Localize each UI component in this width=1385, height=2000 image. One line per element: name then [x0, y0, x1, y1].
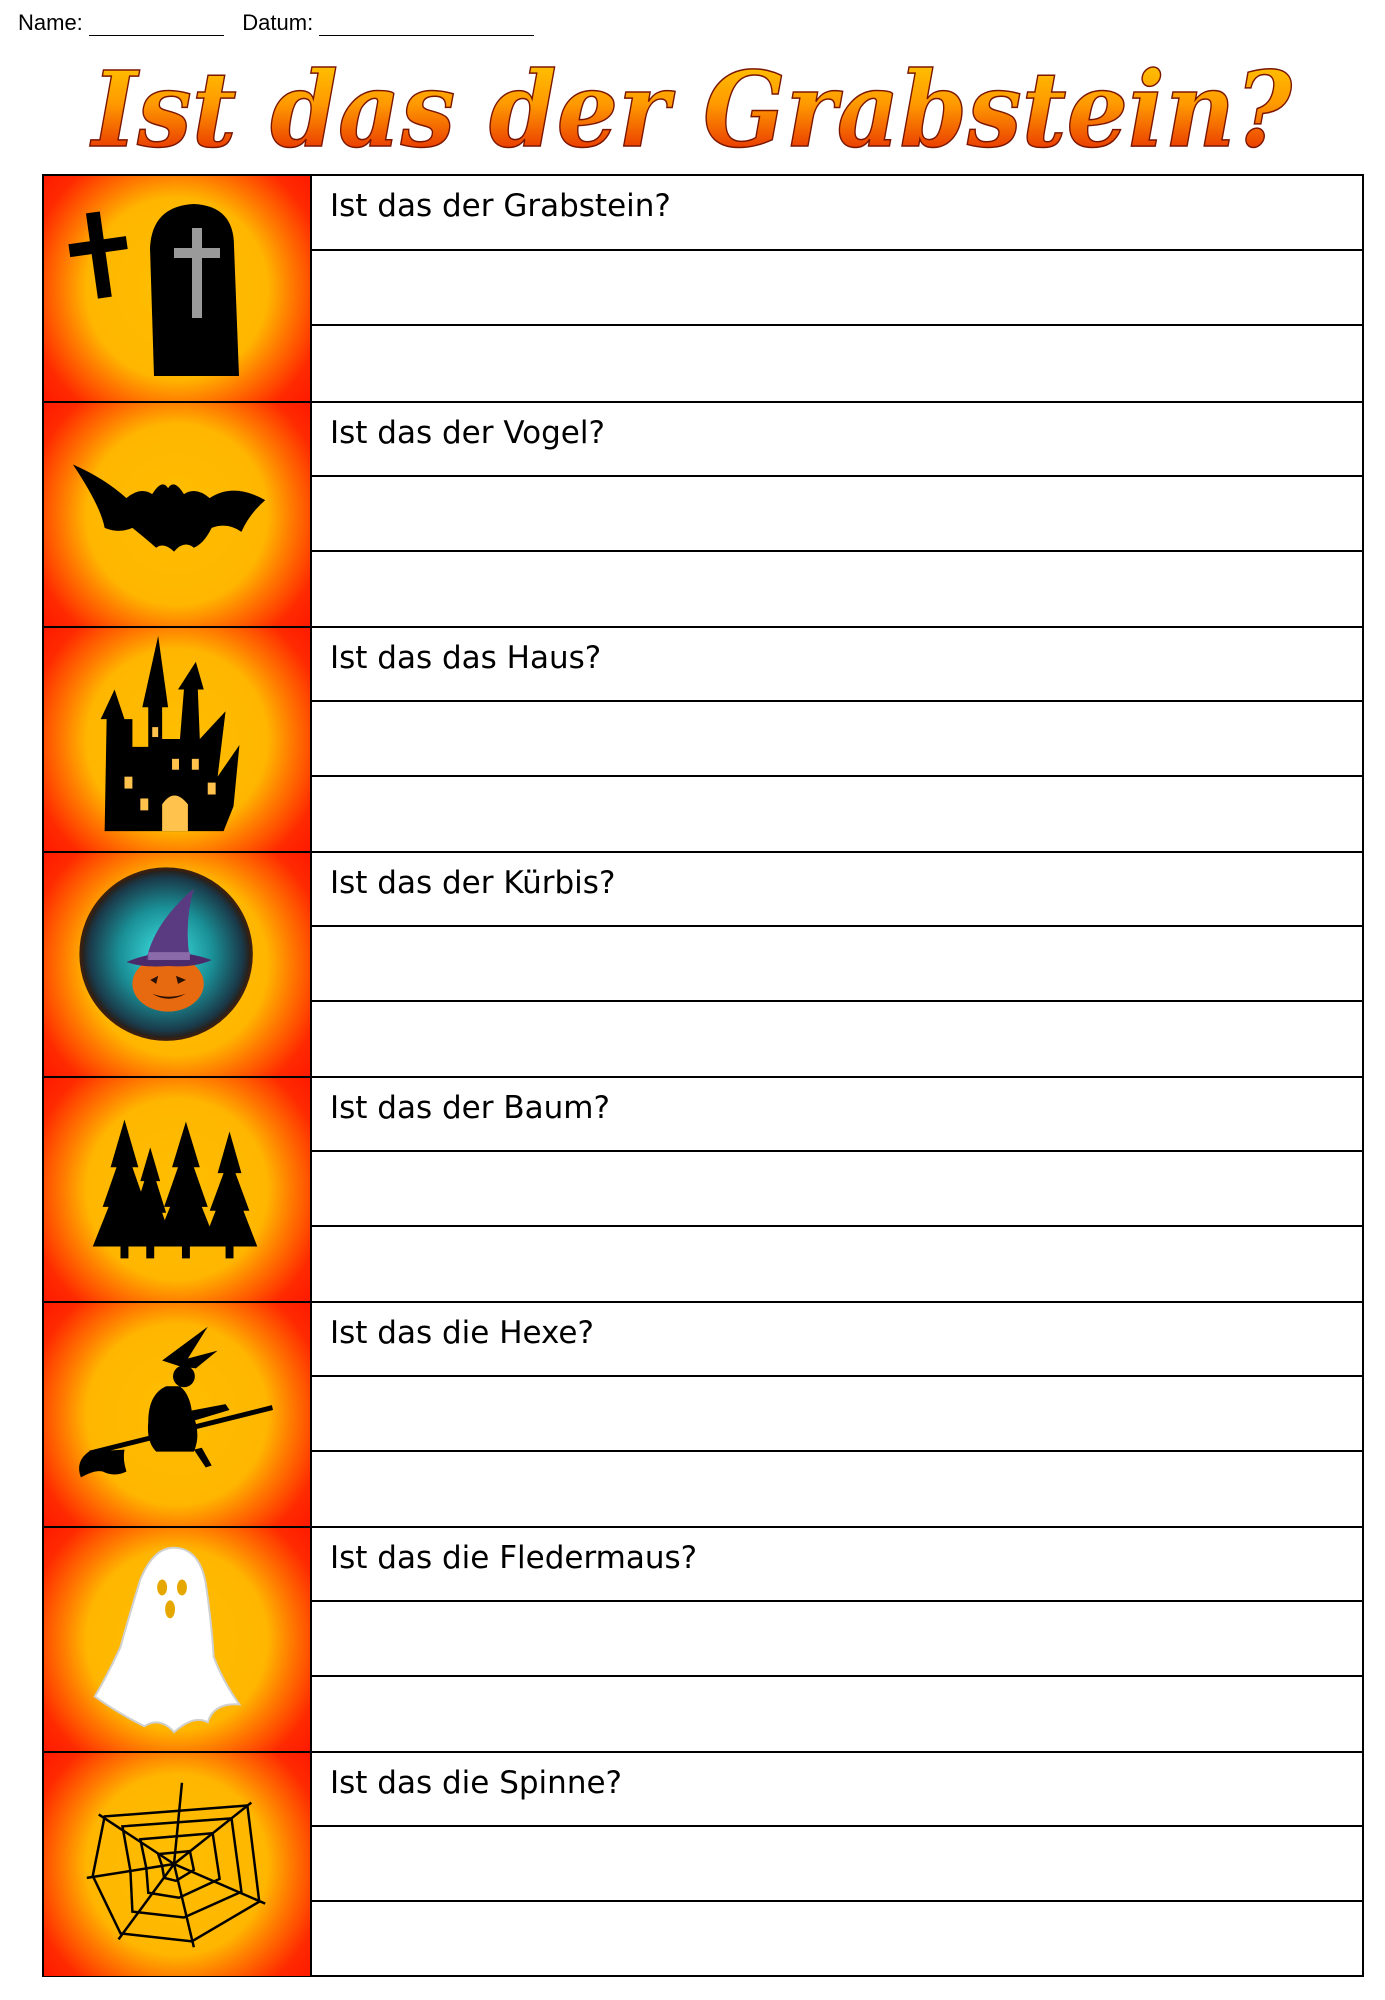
answer-line[interactable]	[312, 1152, 1362, 1226]
row-gravestone	[44, 176, 1362, 401]
row-tree	[44, 1076, 1362, 1301]
answer-line[interactable]	[312, 1377, 1362, 1451]
picture-cell	[44, 628, 312, 851]
answer-line[interactable]	[312, 1452, 1362, 1526]
pumpkin-witch-hat-icon	[44, 853, 310, 1076]
spider-web-icon	[44, 1753, 310, 1976]
answer-line[interactable]	[312, 927, 1362, 1001]
answer-line[interactable]	[312, 1677, 1362, 1751]
question-text: Ist das der Grabstein?	[330, 188, 671, 224]
answer-line[interactable]	[312, 251, 1362, 326]
answer-line[interactable]	[312, 1078, 1362, 1152]
picture-cell	[44, 1528, 312, 1751]
picture-cell	[44, 176, 312, 401]
answer-line[interactable]	[312, 628, 1362, 702]
row-spider	[44, 1751, 1362, 1976]
question-text: Ist das die Fledermaus?	[330, 1540, 698, 1576]
answer-line[interactable]	[312, 176, 1362, 251]
row-pumpkin	[44, 851, 1362, 1076]
name-label: Name:	[18, 10, 83, 35]
picture-cell	[44, 1303, 312, 1526]
question-text: Ist das der Vogel?	[330, 415, 605, 451]
answer-line[interactable]	[312, 1602, 1362, 1676]
row-bat	[44, 401, 1362, 626]
row-witch	[44, 1301, 1362, 1526]
answer-line[interactable]	[312, 1753, 1362, 1827]
answer-line[interactable]	[312, 552, 1362, 626]
question-text: Ist das der Kürbis?	[330, 865, 616, 901]
answer-line[interactable]	[312, 1303, 1362, 1377]
question-text: Ist das die Spinne?	[330, 1765, 622, 1801]
date-label: Datum:	[242, 10, 314, 35]
answer-line[interactable]	[312, 777, 1362, 851]
row-bat-question	[44, 1526, 1362, 1751]
row-house	[44, 626, 1362, 851]
title-text: Ist das der Grabstein?	[89, 48, 1293, 171]
ghost-icon	[44, 1528, 310, 1751]
question-text: Ist das das Haus?	[330, 640, 602, 676]
picture-cell	[44, 1078, 312, 1301]
answer-line[interactable]	[312, 403, 1362, 477]
picture-cell	[44, 1753, 312, 1976]
answer-line[interactable]	[312, 702, 1362, 776]
answer-line[interactable]	[312, 326, 1362, 401]
answer-line[interactable]	[312, 1902, 1362, 1976]
answer-line[interactable]	[312, 1002, 1362, 1076]
answer-line[interactable]	[312, 1827, 1362, 1901]
pine-trees-icon	[44, 1078, 310, 1301]
answer-line[interactable]	[312, 477, 1362, 551]
answer-line[interactable]	[312, 853, 1362, 927]
picture-cell	[44, 403, 312, 626]
question-text: Ist das die Hexe?	[330, 1315, 594, 1351]
answer-line[interactable]	[312, 1227, 1362, 1301]
picture-cell	[44, 853, 312, 1076]
question-text: Ist das der Baum?	[330, 1090, 610, 1126]
answer-line[interactable]	[312, 1528, 1362, 1602]
witch-on-broom-icon	[44, 1303, 310, 1526]
worksheet-table	[42, 174, 1364, 1977]
gravestone-icon	[44, 176, 310, 401]
haunted-castle-icon	[44, 628, 310, 851]
bat-icon	[44, 403, 310, 626]
worksheet-title	[0, 28, 1385, 178]
